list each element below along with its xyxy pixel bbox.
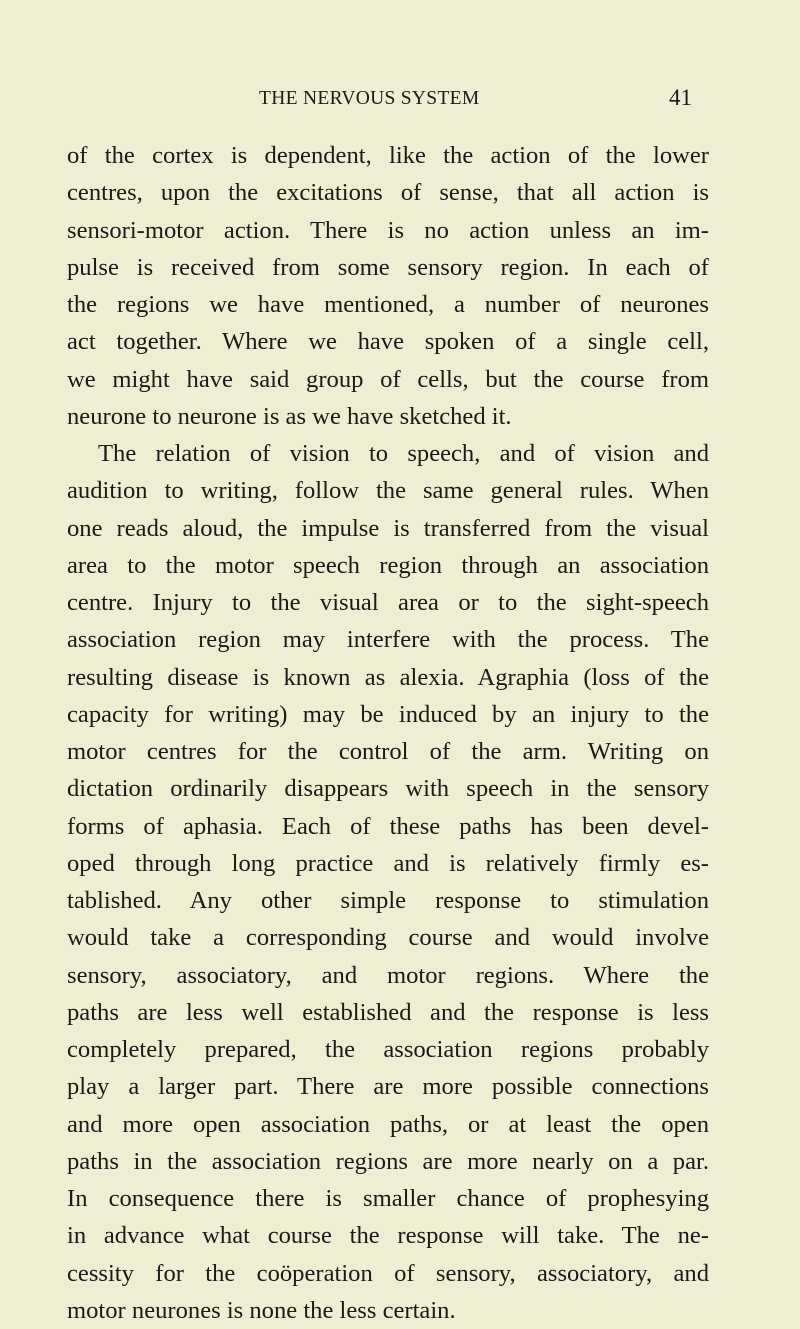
text-line: paths are less well established and the response is less	[67, 998, 709, 1026]
text-line: centres, upon the excitations of sense, that all action is	[67, 179, 709, 207]
text-line: would take a corresponding course and would involve	[67, 924, 709, 952]
text-line: the regions we have mentioned, a number of neurones	[67, 291, 709, 318]
text-line: we might have said group of cells, but the course from	[67, 365, 709, 393]
text-line: of the cortex is dependent, like the action of the lower	[67, 142, 709, 169]
text-line: paths in the association regions are more nearly on a par.	[67, 1147, 709, 1175]
text-line: forms of aphasia. Each of these paths has been devel-	[67, 812, 709, 840]
text-line: completely prepared, the association regions probably	[67, 1036, 709, 1063]
text-line: in advance what course the response will take. The ne-	[67, 1222, 709, 1250]
text-line: area to the motor speech region through an association	[67, 551, 709, 579]
body-text	[67, 137, 709, 1329]
text-line: The relation of vision to speech, and of vision and	[98, 440, 709, 467]
text-line: pulse is received from some sensory region. In each of	[67, 253, 709, 281]
text-line: centre. Injury to the visual area or to the sight-speech	[67, 589, 709, 616]
page-number: 41	[669, 85, 692, 110]
running-head: THE NERVOUS SYSTEM	[259, 88, 480, 109]
text-line: neurone to neurone is as we have sketched it.	[67, 402, 512, 430]
text-line: act together. Where we have spoken of a single cell,	[67, 328, 709, 356]
text-line: dictation ordinarily disappears with speech in the sensory	[67, 775, 709, 803]
text-line: capacity for writing) may be induced by an injury to the	[67, 700, 709, 728]
text-line: oped through long practice and is relatively firmly es-	[67, 849, 709, 877]
text-line: association region may interfere with the process. The	[67, 626, 709, 654]
text-line: cessity for the coöperation of sensory, associatory, and	[67, 1259, 709, 1287]
text-line: play a larger part. There are more possible connections	[67, 1073, 709, 1101]
text-line: motor centres for the control of the arm. Writing on	[67, 738, 709, 765]
text-line: tablished. Any other simple response to stimulation	[67, 887, 709, 914]
text-line: and more open association paths, or at least the open	[67, 1110, 709, 1138]
text-line: sensory, associatory, and motor regions. Where the	[67, 961, 709, 989]
text-line: audition to writing, follow the same general rules. When	[67, 477, 709, 505]
text-line: resulting disease is known as alexia. Agraphia (loss of the	[67, 663, 709, 691]
text-line: one reads aloud, the impulse is transferred from the visual	[67, 514, 709, 542]
text-line: sensori-motor action. There is no action unless an im-	[67, 216, 709, 244]
text-line: In consequence there is smaller chance of prophesying	[67, 1185, 709, 1212]
text-line: motor neurones is none the less certain.	[67, 1296, 456, 1324]
